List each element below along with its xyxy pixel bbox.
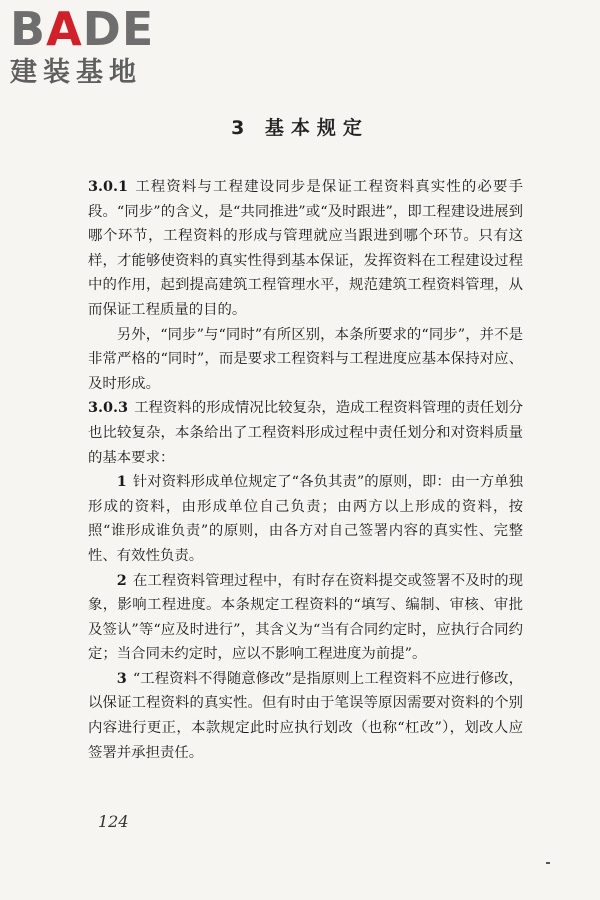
page-body (88, 175, 523, 765)
clause-text: 工程资料的形成情况比较复杂，造成工程资料管理的责任划分也比较复杂，本条给出了工程资料形成过程中责任划分和对资料质量的基本要求： (88, 400, 523, 466)
item-text: 在工程资料管理过程中，有时存在资料提交或签署不及时的现象，影响工程进度。本条规定工程资料的“填写、编制、审核、审批及签认”等“应及时进行”，其含义为“当有合同约定时，应执行合同约定；当合同未约定时，应以不影响工程进度为前提”。 (88, 572, 523, 663)
logo-subtitle: 建装基地 (10, 57, 142, 88)
list-item (88, 667, 523, 765)
page-number: 124 (98, 812, 129, 831)
clause-3-0-1 (88, 175, 523, 323)
logo-letters: DE (82, 2, 155, 56)
scan-mark (546, 862, 550, 864)
clause-3-0-3 (88, 396, 523, 470)
clause-number: 3.0.3 (88, 399, 129, 417)
item-number: 3 (116, 669, 127, 687)
logo-letter-a: A (46, 2, 83, 56)
chapter-title: 3 基本规定 (231, 117, 369, 139)
logo-letters: B (10, 2, 47, 56)
clause-number: 3.0.1 (88, 178, 129, 195)
item-text: “工程资料不得随意修改”是指原则上工程资料不应进行修改，以保证工程资料的真实性。但有时由于笔误等原因需要对资料的个别内容进行更正，本款规定此时应执行划改（也称“杠改”），划改人应签署并承担责任。 (88, 670, 523, 761)
brand-logo (10, 2, 155, 88)
clause-text: 工程资料与工程建设同步是保证工程资料真实性的必要手段。“同步”的含义，是“共同推进”或“及时跟进”，即工程建设进展到哪个环节，工程资料的形成与管理就应当跟进到哪个环节。只有这样，才能够使资料的真实性得到基本保证，发挥资料在工程建设过程中的作用，起到提高建筑工程管理水平，规范建筑工程资料管理，从而保证工程质量的目的。 (88, 179, 523, 318)
list-item (88, 470, 523, 568)
item-text: 针对资料形成单位规定了“各负其责”的原则，即：由一方单独形成的资料，由形成单位自己负责；由两方以上形成的资料，按照“谁形成谁负责”的原则，由各方对自己签署内容的真实性、完整性、有效性负责。 (88, 474, 523, 564)
logo-wordmark (10, 2, 155, 56)
list-item (88, 569, 523, 667)
item-number: 1 (116, 473, 127, 491)
clause-3-0-1-note: 另外，“同步”与“同时”有所区别，本条所要求的“同步”，并不是非常严格的“同时”，而是要求工程资料与工程进度应基本保持对应、及时形成。 (88, 326, 523, 392)
item-number: 2 (116, 571, 127, 589)
